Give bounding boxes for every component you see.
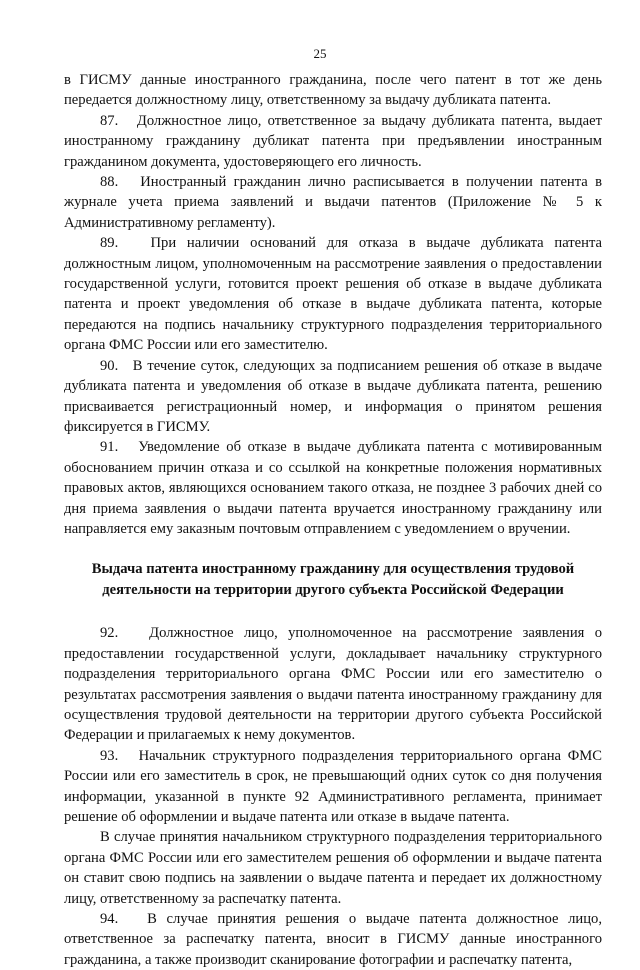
- paragraph-90: 90. В течение суток, следующих за подписанием решения об отказе в выдаче дубликата патента и уведомления об отказе в выдаче дубликата патента, решению присваивается регистрационный номер, и информация о принятом решения фиксируется в ГИСМУ.: [64, 357, 602, 435]
- paragraph-87: 87. Должностное лицо, ответственное за выдачу дубликата патента, выдает иностранному гражданину дубликат патента при предъявлении иностранным гражданином документа, удостоверяющего его личность.: [64, 112, 602, 170]
- paragraph-94: 94. В случае принятия решения о выдаче патента должностное лицо, ответственное за распечатку патента, вносит в ГИСМУ данные иностранного гражданина, а также производит сканирование фотографии и распечатку патента,: [64, 911, 602, 968]
- paragraph-93: 93. Начальник структурного подразделения территориального органа ФМС России или его заместитель в срок, не превышающий одних суток со дня получения информации, указанной в пункте 92 Административного регламента, принимает решение об оформлении и выдаче патента или отказе в выдаче патента.: [64, 747, 602, 825]
- section-heading: Выдача патента иностранному гражданину для осуществления трудовой деятельности на территории другого субъекта Российской Федерации: [91, 561, 575, 599]
- page-number: 25: [313, 46, 327, 61]
- paragraph-92: 92. Должностное лицо, уполномоченное на рассмотрение заявления о предоставлении государственной услуги, докладывает начальнику структурного подразделения территориального органа ФМС России или его заместителю о результатах рассмотрения заявления о выдачи патента иностранному гражданину для осуществления трудовой деятельности на территории другого субъекта Российской Федерации и прилагаемых к нему документов.: [64, 625, 602, 744]
- paragraph-91: 91. Уведомление об отказе в выдаче дубликата патента с мотивированным обоснованием причин отказа и со ссылкой на конкретные положения нормативных правовых актов, являющихся основанием такого отказа, не позднее 3 рабочих дней со дня приема заявления о выдачи патента вручается иностранному гражданину или направляется ему заказным почтовым отправлением с уведомлением о вручении.: [64, 439, 602, 537]
- paragraph-88: 88. Иностранный гражданин лично расписывается в получении патента в журнале учета приема заявлений и выдачи патентов (Приложение № 5 к Административному регламенту).: [64, 174, 602, 231]
- paragraph-continuation: в ГИСМУ данные иностранного гражданина, после чего патент в тот же день передается должностному лицу, ответственному за выдачу дубликата патента.: [64, 72, 602, 109]
- paragraph-89: 89. При наличии оснований для отказа в выдаче дубликата патента должностным лицом, уполномоченным на рассмотрение заявления о предоставлении государственной услуги, готовится проект решения об отказе в выдаче дубликата патента и проект уведомления об отказе в выдаче дубликата патента, которые передаются на подпись начальнику структурного подразделения территориального органа ФМС России или его заместителю.: [64, 235, 602, 354]
- paragraph-93-continued: В случае принятия начальником структурного подразделения территориального органа ФМС России или его заместителем решения об оформлении и выдаче патента он ставит свою подпись на заявлении о выдаче патента и передает их должностному лицу, ответственному за распечатку патента.: [64, 829, 602, 907]
- document-body: [64, 70, 602, 970]
